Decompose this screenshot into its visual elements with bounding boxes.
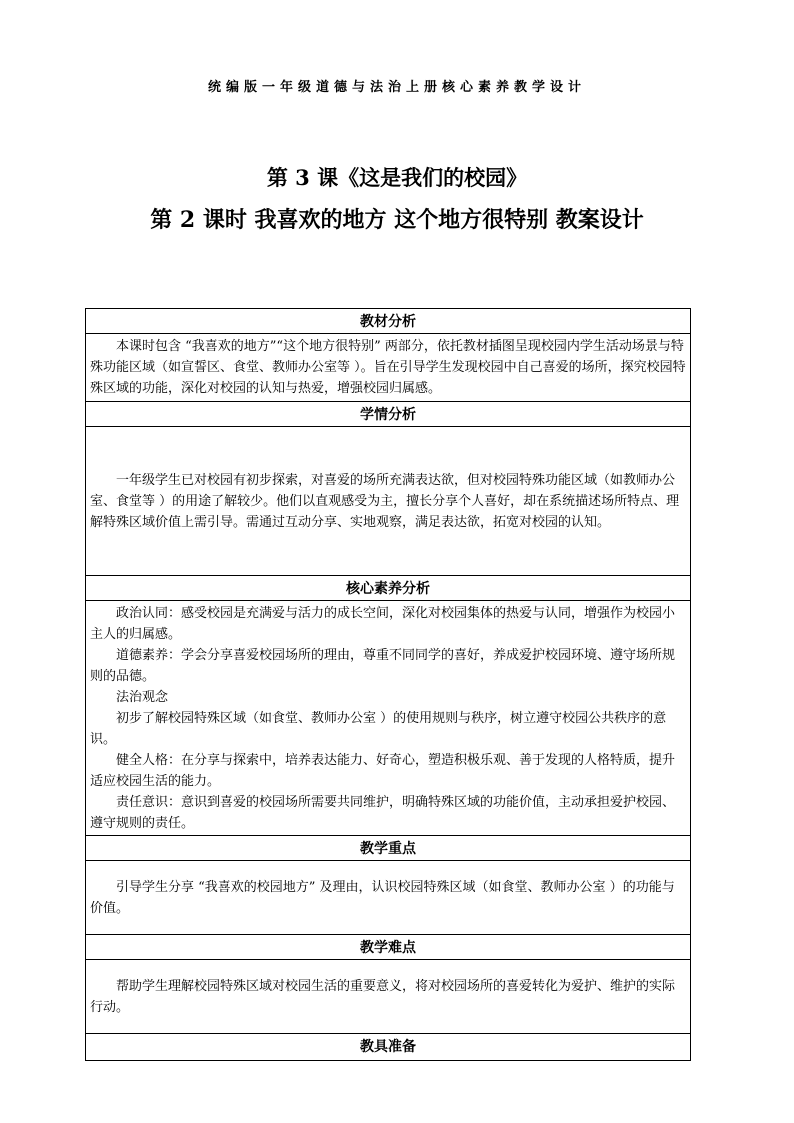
lesson-plan-table [85, 308, 691, 1061]
lesson-subtitle: 第 2 课时 我喜欢的地方 这个地方很特别 教案设计 [150, 207, 644, 233]
section-heading-xueqing: 学情分析 [86, 402, 690, 427]
section-body-nandian [86, 960, 690, 1034]
paragraph: 引导学生分享 “我喜欢的校园地方” 及理由，认识校园特殊区域（如食堂、教师办公室 ）的功能与价值。 [90, 879, 675, 916]
section-body-zhongdian [86, 861, 690, 935]
paragraph: 本课时包含 “我喜欢的地方”“这个地方很特别” 两部分，依托教材插图呈现校园内学生活动场景与特殊功能区域（如宣誓区、食堂、教师办公室等 ）。旨在引导学生发现校园中自己喜爱的场所，探究校园特殊区域的功能，深化对校园的认知与热爱，增强校园归属感。 [90, 339, 686, 396]
paragraph-law: 初步了解校园特殊区域（如食堂、教师办公室 ）的使用规则与秩序，树立遵守校园公共秩序的意识。 [90, 711, 667, 747]
page-header: 统编版一年级道德与法治上册核心素养教学设计 [207, 80, 586, 95]
section-body-hexin [86, 601, 690, 836]
section-heading-nandian: 教学难点 [86, 935, 690, 960]
section-heading-jiaocai: 教材分析 [86, 309, 690, 334]
lesson-title: 第 3 课《这是我们的校园》 [266, 165, 528, 190]
paragraph-personality: 健全人格：在分享与探索中，培养表达能力、好奇心，塑造积极乐观、善于发现的人格特质，提升适应校园生活的能力。 [90, 753, 676, 789]
section-body-xueqing [86, 427, 690, 576]
section-heading-jiaoju: 教具准备 [360, 1039, 416, 1055]
paragraph: 帮助学生理解校园特殊区域对校园生活的重要意义，将对校园场所的喜爱转化为爱护、维护的实际行动。 [90, 978, 676, 1015]
paragraph-moral: 道德素养：学会分享喜爱校园场所的理由，尊重不同同学的喜好，养成爱护校园环境、遵守场所规则的品德。 [90, 648, 676, 684]
paragraph-law-heading: 法治观念 [116, 690, 169, 705]
section-body-jiaocai [86, 334, 690, 402]
paragraph: 一年级学生已对校园有初步探索，对喜爱的场所充满表达欲，但对校园特殊功能区域（如教师办公室、食堂等 ）的用途了解较少。他们以直观感受为主，擅长分享个人喜好，却在系统描述场所特点、理解特殊区域价值上需引导。需通过互动分享、实地观察，满足表达欲，拓宽对校园的认知。 [90, 472, 680, 530]
paragraph-responsibility: 责任意识：意识到喜爱的校园场所需要共同维护，明确特殊区域的功能价值，主动承担爱护校园、遵守规则的责任。 [90, 795, 676, 831]
paragraph-political: 政治认同：感受校园是充满爱与活力的成长空间，深化对校园集体的热爱与认同，增强作为校园小主人的归属感。 [90, 606, 676, 642]
section-heading-zhongdian: 教学重点 [86, 836, 690, 861]
section-heading-hexin: 核心素养分析 [86, 576, 690, 601]
